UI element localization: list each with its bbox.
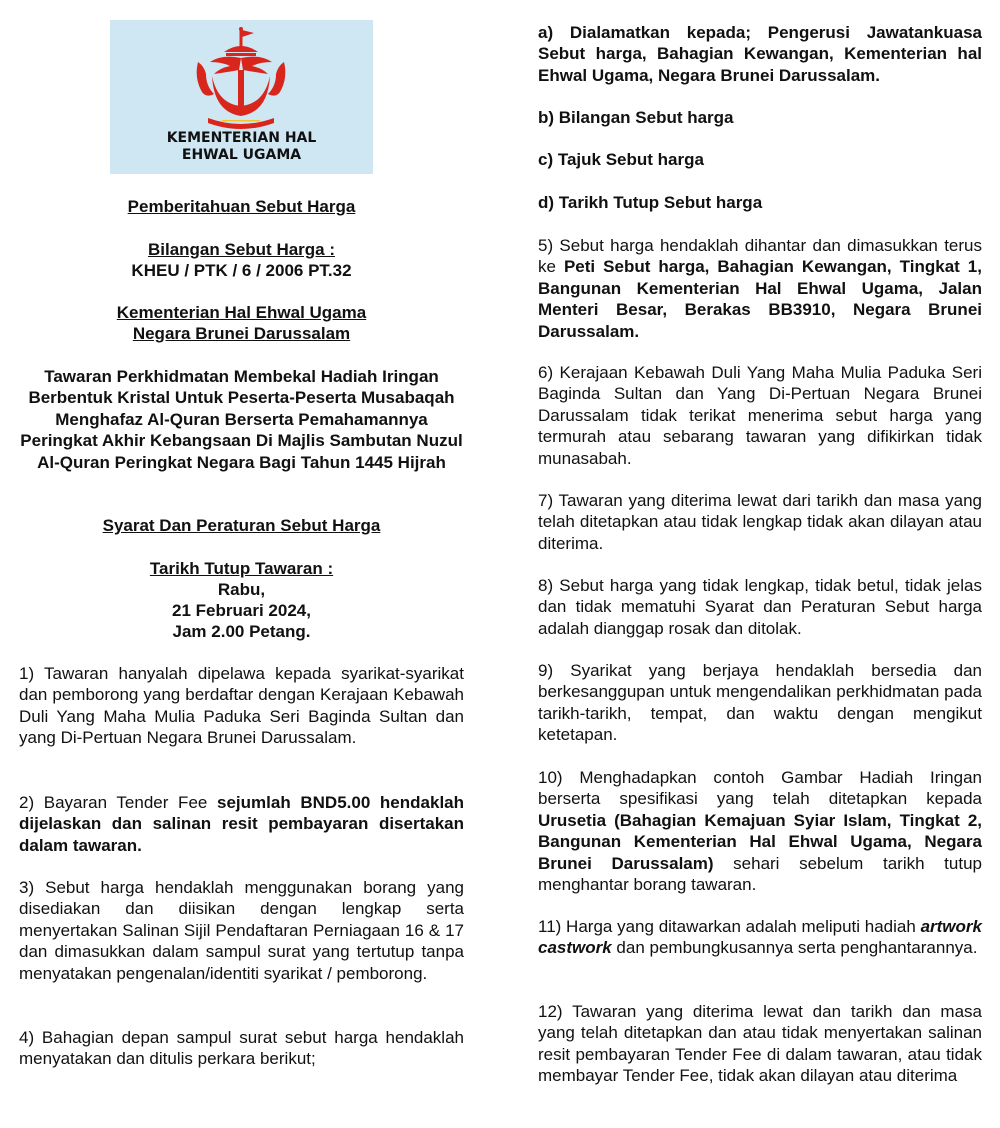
logo-line-2: EHWAL UGAMA bbox=[181, 147, 302, 163]
clause-2 bbox=[19, 792, 464, 856]
clause-5 bbox=[538, 235, 982, 342]
clause-4a: a) Dialamatkan kepada; Pengerusi Jawatankuasa Sebut harga, Bahagian Kewangan, Kementerian hal Ehwal Ugama, Negara Brunei Darussalam. bbox=[538, 23, 982, 85]
brunei-crest-icon bbox=[184, 26, 299, 130]
clause-4c: c) Tajuk Sebut harga bbox=[538, 150, 704, 169]
clause-11-bolditalic: artwork castwork bbox=[538, 917, 982, 958]
closing-time: Jam 2.00 Petang. bbox=[172, 622, 311, 641]
ref-number: KHEU / PTK / 6 / 2006 PT.32 bbox=[131, 261, 352, 280]
clause-4d: d) Tarikh Tutup Sebut harga bbox=[538, 193, 763, 212]
clause-4b: b) Bilangan Sebut harga bbox=[538, 108, 734, 127]
ref-label: Bilangan Sebut Harga : bbox=[147, 240, 336, 259]
closing-day: Rabu, bbox=[217, 580, 266, 599]
clause-2-bold: sejumlah BND5.00 hendaklah dijelaskan dan salinan resit pembayaran disertakan dalam tawaran. bbox=[19, 793, 465, 855]
clause-11-suffix: dan pembungkusannya serta penghantarannya. bbox=[611, 938, 978, 958]
clause-5-prefix: 5) Sebut harga hendaklah dihantar dan dimasukkan terus ke bbox=[538, 236, 982, 277]
country-name: Negara Brunei Darussalam bbox=[132, 324, 351, 343]
ministry-logo bbox=[110, 20, 373, 174]
clause-10-prefix: 10) Menghadapkan contoh Gambar Hadiah Iringan berserta spesifikasi yang telah ditetapkan kepada bbox=[538, 768, 982, 809]
closing-label: Tarikh Tutup Tawaran : bbox=[149, 559, 334, 578]
clause-10-bold: Urusetia (Bahagian Kemajuan Syiar Islam, Tingkat 2, Bangunan Kementerian Hal Ehwal Ugama, Negara Brunei Darussalam) bbox=[538, 810, 982, 873]
ministry-name: Kementerian Hal Ehwal Ugama bbox=[116, 303, 367, 322]
clause-5-bold: Peti Sebut harga, Bahagian Kewangan, Tingkat 1, Bangunan Kementerian Hal Ehwal Ugama, Jalan Menteri Besar, Berakas BB3910, Negara Brunei Darussalam. bbox=[538, 257, 982, 341]
clause-10 bbox=[538, 767, 982, 895]
clause-9: 9) Syarikat yang berjaya hendaklah bersedia dan berkesanggupan untuk mengendalikan perkhidmatan pada tarikh-tarikh, tempat, dan waktu dengan mengikut ketetapan. bbox=[538, 661, 982, 745]
closing-date: 21 Februari 2024, bbox=[172, 601, 311, 620]
clause-11 bbox=[538, 916, 982, 959]
logo-line-1: KEMENTERIAN HAL bbox=[166, 130, 317, 146]
clause-10-suffix: sehari sebelum tarikh tutup menghantar borang tawaran. bbox=[538, 853, 982, 895]
clause-11-prefix: 11) Harga yang ditawarkan adalah meliputi hadiah bbox=[538, 917, 921, 936]
clause-8: 8) Sebut harga yang tidak lengkap, tidak betul, tidak jelas dan tidak mematuhi Syarat dan Peraturan Sebut harga adalah dianggap rosak dan ditolak. bbox=[538, 576, 982, 638]
clause-6: 6) Kerajaan Kebawah Duli Yang Maha Mulia Paduka Seri Baginda Sultan dan Yang Di-Pertuan Negara Brunei Darussalam tidak terikat menerima sebut harga yang termurah atau sebarang tawaran yang difikirkan tidak munasabah. bbox=[538, 363, 982, 468]
clause-1: 1) Tawaran hanyalah dipelawa kepada syarikat-syarikat dan pemborong yang berdaftar dengan Kerajaan Kebawah Duli Yang Maha Mulia Paduka Seri Baginda Sultan dan yang Di-Pertuan Negara Brunei Darussalam. bbox=[19, 664, 464, 748]
terms-title: Syarat Dan Peraturan Sebut Harga bbox=[102, 516, 381, 535]
logo-text bbox=[110, 130, 373, 164]
clause-4: 4) Bahagian depan sampul surat sebut harga hendaklah menyatakan dan ditulis perkara berikut; bbox=[19, 1028, 464, 1069]
offer-title: Tawaran Perkhidmatan Membekal Hadiah Iringan Berbentuk Kristal Untuk Peserta-Peserta Musabaqah Menghafaz Al-Quran Berserta Pemahamannya Peringkat Akhir Kebangsaan Di Majlis Sambutan Nuzul Al-Quran Peringkat Negara Bagi Tahun 1445 Hijrah bbox=[20, 367, 463, 472]
clause-12: 12) Tawaran yang diterima lewat dan tarikh dan masa yang telah ditetapkan dan atau tidak menyertakan salinan resit pembayaran Tender Fee di dalam tawaran, atau tidak membayar Tender Fee, tidak akan dilayan atau diterima bbox=[538, 1002, 982, 1086]
clause-3: 3) Sebut harga hendaklah menggunakan borang yang disediakan dan diisikan dengan lengkap serta menyertakan Salinan Sijil Pendaftaran Perniagaan 16 & 17 dan dimasukkan dalam sampul surat yang tertutup tanpa menyatakan pengenalan/identiti syarikat / pemborong. bbox=[19, 878, 464, 983]
clause-2-prefix: 2) Bayaran Tender Fee bbox=[19, 793, 218, 812]
notice-title: Pemberitahuan Sebut Harga bbox=[127, 197, 356, 216]
clause-7: 7) Tawaran yang diterima lewat dari tarikh dan masa yang telah ditetapkan atau tidak lengkap tidak akan dilayan atau diterima. bbox=[538, 491, 982, 553]
